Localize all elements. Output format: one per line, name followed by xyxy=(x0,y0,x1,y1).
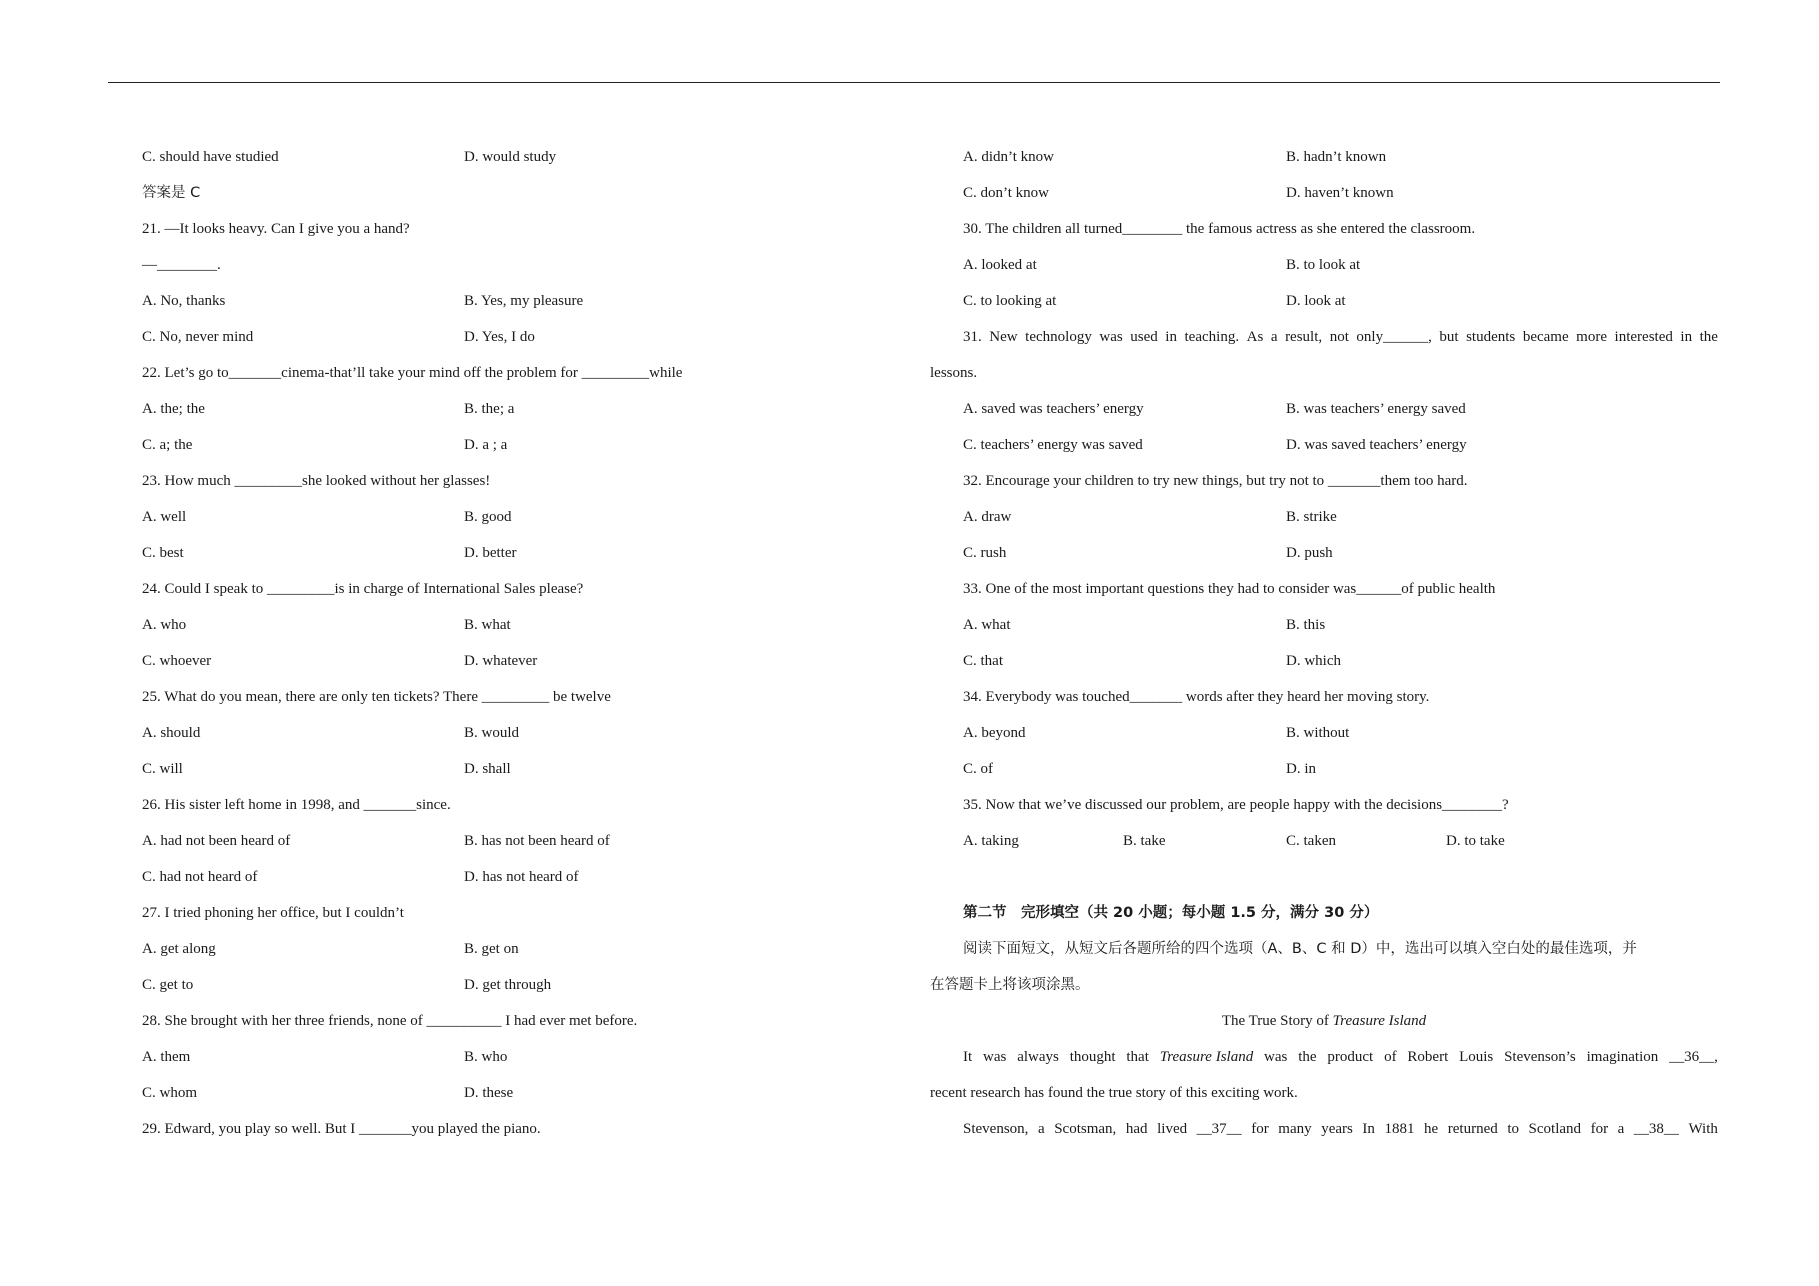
q31-stem xyxy=(930,325,1718,361)
q21-option-a[interactable]: A. No, thanks xyxy=(142,293,226,309)
q31-options-cd xyxy=(930,433,1718,469)
q24-option-c[interactable]: C. whoever xyxy=(142,653,212,669)
q33-option-b[interactable]: B. this xyxy=(1286,617,1326,633)
q33-options-ab xyxy=(930,613,1718,649)
q28-option-c[interactable]: C. whom xyxy=(142,1085,198,1101)
p2-word: Stevenson, xyxy=(963,1121,1029,1137)
q33-stem: 33. One of the most important questions they had to consider was______of public health xyxy=(963,581,1496,597)
q22-stem: 22. Let’s go to_______cinema-that’ll take your mind off the problem for _________while xyxy=(142,365,683,381)
q34-option-d[interactable]: D. in xyxy=(1286,761,1316,777)
passage-p1-line2: recent research has found the true story of this exciting work. xyxy=(930,1085,1298,1101)
q32-option-b[interactable]: B. strike xyxy=(1286,509,1337,525)
q28-options-cd xyxy=(142,1081,927,1117)
q31-word: the xyxy=(1699,329,1718,345)
q31-word: 31. xyxy=(963,329,982,345)
q33-option-c[interactable]: C. that xyxy=(963,653,1003,669)
q29-option-b[interactable]: B. hadn’t known xyxy=(1286,149,1387,165)
q21-option-d[interactable]: D. Yes, I do xyxy=(464,329,535,345)
p2-word: years xyxy=(1321,1121,1353,1137)
q24-options-cd xyxy=(142,649,927,685)
q29-option-a[interactable]: A. didn’t know xyxy=(963,149,1054,165)
q34-options-cd xyxy=(930,757,1718,793)
q30-option-c[interactable]: C. to looking at xyxy=(963,293,1057,309)
section2-heading: 第二节 完形填空（共 20 小题；每小题 1.5 分，满分 30 分） xyxy=(963,905,1379,921)
q35-option-b[interactable]: B. take xyxy=(1123,833,1166,849)
q31-word: used xyxy=(1130,329,1158,345)
passage-title-prefix: The True Story of xyxy=(1221,1013,1333,1029)
q20-options-cd xyxy=(142,145,927,181)
blank-38[interactable]: __38__ xyxy=(1633,1121,1679,1137)
p2-word: a xyxy=(1617,1121,1625,1137)
p1-word: imagination xyxy=(1586,1049,1659,1065)
instructions-line1: 阅读下面短文，从短文后各题所给的四个选项（A、B、C 和 D）中，选出可以填入空白处的最佳选项，并 xyxy=(963,941,1637,957)
right-column xyxy=(930,145,1718,1153)
q35-stem: 35. Now that we’ve discussed our problem, are people happy with the decisions________? xyxy=(963,797,1509,813)
q22-option-b[interactable]: B. the; a xyxy=(464,401,515,417)
p2-word: had xyxy=(1125,1121,1148,1137)
p1-word: thought xyxy=(1069,1049,1116,1065)
p2-word: lived xyxy=(1157,1121,1188,1137)
q26-option-d[interactable]: D. has not heard of xyxy=(464,869,579,885)
q31-word: As xyxy=(1246,329,1264,345)
p1-word-italic: Treasure Island xyxy=(1159,1049,1254,1065)
q28-option-d[interactable]: D. these xyxy=(464,1085,514,1101)
q20-option-d[interactable]: D. would study xyxy=(464,149,557,165)
p1-word: always xyxy=(1017,1049,1059,1065)
q23-option-d[interactable]: D. better xyxy=(464,545,517,561)
q31-option-b[interactable]: B. was teachers’ energy saved xyxy=(1286,401,1466,417)
q26-options-ab xyxy=(142,829,927,865)
q33-option-a[interactable]: A. what xyxy=(963,617,1011,633)
q27-options-cd xyxy=(142,973,927,1009)
q30-options-ab xyxy=(930,253,1718,289)
blank-36[interactable]: __36__, xyxy=(1669,1049,1718,1065)
q22-option-c[interactable]: C. a; the xyxy=(142,437,193,453)
q25-options-ab xyxy=(142,721,927,757)
q28-stem: 28. She brought with her three friends, none of __________ I had ever met before. xyxy=(142,1013,638,1029)
q29-option-d[interactable]: D. haven’t known xyxy=(1286,185,1394,201)
q22-option-a[interactable]: A. the; the xyxy=(142,401,205,417)
passage-p2-line1 xyxy=(930,1117,1718,1153)
q29-option-c[interactable]: C. don’t know xyxy=(963,185,1049,201)
q31-word: became xyxy=(1522,329,1569,345)
p2-word: to xyxy=(1507,1121,1519,1137)
q31-word: New xyxy=(989,329,1018,345)
p2-word: Scotland xyxy=(1528,1121,1582,1137)
p1-word: of xyxy=(1384,1049,1397,1065)
p2-word: for xyxy=(1251,1121,1269,1137)
q21-option-b[interactable]: B. Yes, my pleasure xyxy=(464,293,584,309)
q31-word: was xyxy=(1099,329,1123,345)
q31-word: not xyxy=(1329,329,1349,345)
q31-word: a xyxy=(1270,329,1278,345)
q32-option-a[interactable]: A. draw xyxy=(963,509,1012,525)
q23-options-ab xyxy=(142,505,927,541)
p2-word: In xyxy=(1362,1121,1375,1137)
q26-option-b[interactable]: B. has not been heard of xyxy=(464,833,610,849)
q21-options-cd xyxy=(142,325,927,361)
q30-option-b[interactable]: B. to look at xyxy=(1286,257,1361,273)
passage-title xyxy=(930,1009,1718,1045)
q23-options-cd xyxy=(142,541,927,577)
p2-word: a xyxy=(1037,1121,1045,1137)
q31-stem-continued: lessons. xyxy=(930,365,978,381)
q33-options-cd xyxy=(930,649,1718,685)
q27-options-ab xyxy=(142,937,927,973)
q29-options-cd xyxy=(930,181,1718,217)
q34-option-a[interactable]: A. beyond xyxy=(963,725,1026,741)
p2-word: Scotsman, xyxy=(1054,1121,1117,1137)
p1-word: Robert xyxy=(1407,1049,1449,1065)
p2-word: returned xyxy=(1447,1121,1498,1137)
p1-word: was xyxy=(983,1049,1007,1065)
p1-word: Louis xyxy=(1459,1049,1494,1065)
q20-option-c[interactable]: C. should have studied xyxy=(142,149,279,165)
q26-option-c[interactable]: C. had not heard of xyxy=(142,869,258,885)
q32-option-c[interactable]: C. rush xyxy=(963,545,1007,561)
q30-stem: 30. The children all turned________ the famous actress as she entered the classroom. xyxy=(963,221,1476,237)
q34-option-c[interactable]: C. of xyxy=(963,761,993,777)
p1-word: was xyxy=(1264,1049,1288,1065)
q32-options-ab xyxy=(930,505,1718,541)
p1-word: product xyxy=(1327,1049,1374,1065)
q22-options-ab xyxy=(142,397,927,433)
q35-option-d[interactable]: D. to take xyxy=(1446,833,1505,849)
section-spacer xyxy=(930,865,1718,901)
q31-option-d[interactable]: D. was saved teachers’ energy xyxy=(1286,437,1467,453)
q29-options-ab xyxy=(930,145,1718,181)
q25-option-a[interactable]: A. should xyxy=(142,725,201,741)
q31-word: only______, xyxy=(1356,329,1432,345)
q22-option-d[interactable]: D. a ; a xyxy=(464,437,508,453)
q23-stem: 23. How much _________she looked without her glasses! xyxy=(142,473,491,489)
q22-options-cd xyxy=(142,433,927,469)
q31-word: in xyxy=(1165,329,1177,345)
q32-option-d[interactable]: D. push xyxy=(1286,545,1333,561)
q25-stem: 25. What do you mean, there are only ten tickets? There _________ be twelve xyxy=(142,689,611,705)
q21-options-ab xyxy=(142,289,927,325)
q29-stem: 29. Edward, you play so well. But I _______you played the piano. xyxy=(142,1121,541,1137)
q23-option-c[interactable]: C. best xyxy=(142,545,184,561)
q23-option-a[interactable]: A. well xyxy=(142,509,187,525)
q31-option-a[interactable]: A. saved was teachers’ energy xyxy=(963,401,1144,417)
q33-option-d[interactable]: D. which xyxy=(1286,653,1341,669)
q34-stem: 34. Everybody was touched_______ words after they heard her moving story. xyxy=(963,689,1430,705)
q26-stem: 26. His sister left home in 1998, and _______since. xyxy=(142,797,451,813)
p1-word: Stevenson’s xyxy=(1504,1049,1576,1065)
q21-option-c[interactable]: C. No, never mind xyxy=(142,329,254,345)
passage-p1-line1 xyxy=(930,1045,1718,1081)
p2-word: 1881 xyxy=(1384,1121,1415,1137)
q31-word: interested xyxy=(1614,329,1673,345)
q31-option-c[interactable]: C. teachers’ energy was saved xyxy=(963,437,1143,453)
p1-word: that xyxy=(1126,1049,1149,1065)
q26-options-cd xyxy=(142,865,927,901)
q31-word: technology xyxy=(1025,329,1092,345)
q27-option-a[interactable]: A. get along xyxy=(142,941,216,957)
q25-option-c[interactable]: C. will xyxy=(142,761,183,777)
p2-word: for xyxy=(1590,1121,1609,1137)
q31-word: but xyxy=(1439,329,1459,345)
q27-option-b[interactable]: B. get on xyxy=(464,941,519,957)
q30-option-a[interactable]: A. looked at xyxy=(963,257,1037,273)
q24-stem: 24. Could I speak to _________is in charge of International Sales please? xyxy=(142,581,584,597)
q31-word: students xyxy=(1466,329,1516,345)
passage-title-italic: Treasure Island xyxy=(1332,1013,1427,1029)
q35-option-c[interactable]: C. taken xyxy=(1286,833,1336,849)
q34-option-b[interactable]: B. without xyxy=(1286,725,1350,741)
p2-word: many xyxy=(1278,1121,1312,1137)
blank-37[interactable]: __37__ xyxy=(1196,1121,1242,1137)
q27-option-c[interactable]: C. get to xyxy=(142,977,194,993)
left-column xyxy=(142,145,927,1153)
q31-word: in xyxy=(1680,329,1693,345)
q35-option-a[interactable]: A. taking xyxy=(963,833,1019,849)
q20-answer: 答案是 C xyxy=(142,185,201,201)
instructions-line2: 在答题卡上将该项涂黑。 xyxy=(930,977,1090,993)
p1-word: It xyxy=(963,1049,973,1065)
header-rule xyxy=(108,82,1720,83)
q21-reply: —________. xyxy=(142,257,221,273)
p2-word: With xyxy=(1688,1121,1718,1137)
p2-word: he xyxy=(1424,1121,1439,1137)
q32-options-cd xyxy=(930,541,1718,577)
q25-option-d[interactable]: D. shall xyxy=(464,761,511,777)
q31-options-ab xyxy=(930,397,1718,433)
q28-option-b[interactable]: B. who xyxy=(464,1049,508,1065)
q30-options-cd xyxy=(930,289,1718,325)
q24-options-ab xyxy=(142,613,927,649)
q31-word: more xyxy=(1576,329,1607,345)
q35-options xyxy=(930,829,1718,865)
q28-option-a[interactable]: A. them xyxy=(142,1049,191,1065)
p1-word: the xyxy=(1298,1049,1317,1065)
q25-option-b[interactable]: B. would xyxy=(464,725,520,741)
q32-stem: 32. Encourage your children to try new things, but try not to _______them too hard. xyxy=(963,473,1468,489)
q24-option-d[interactable]: D. whatever xyxy=(464,653,538,669)
q24-option-a[interactable]: A. who xyxy=(142,617,187,633)
q31-word: teaching. xyxy=(1184,329,1240,345)
q26-option-a[interactable]: A. had not been heard of xyxy=(142,833,291,849)
q34-options-ab xyxy=(930,721,1718,757)
q27-option-d[interactable]: D. get through xyxy=(464,977,552,993)
q31-word: result, xyxy=(1285,329,1323,345)
q25-options-cd xyxy=(142,757,927,793)
q21-stem: 21. —It looks heavy. Can I give you a hand? xyxy=(142,221,410,237)
q24-option-b[interactable]: B. what xyxy=(464,617,511,633)
q30-option-d[interactable]: D. look at xyxy=(1286,293,1346,309)
q27-stem: 27. I tried phoning her office, but I couldn’t xyxy=(142,905,404,921)
q23-option-b[interactable]: B. good xyxy=(464,509,512,525)
q28-options-ab xyxy=(142,1045,927,1081)
